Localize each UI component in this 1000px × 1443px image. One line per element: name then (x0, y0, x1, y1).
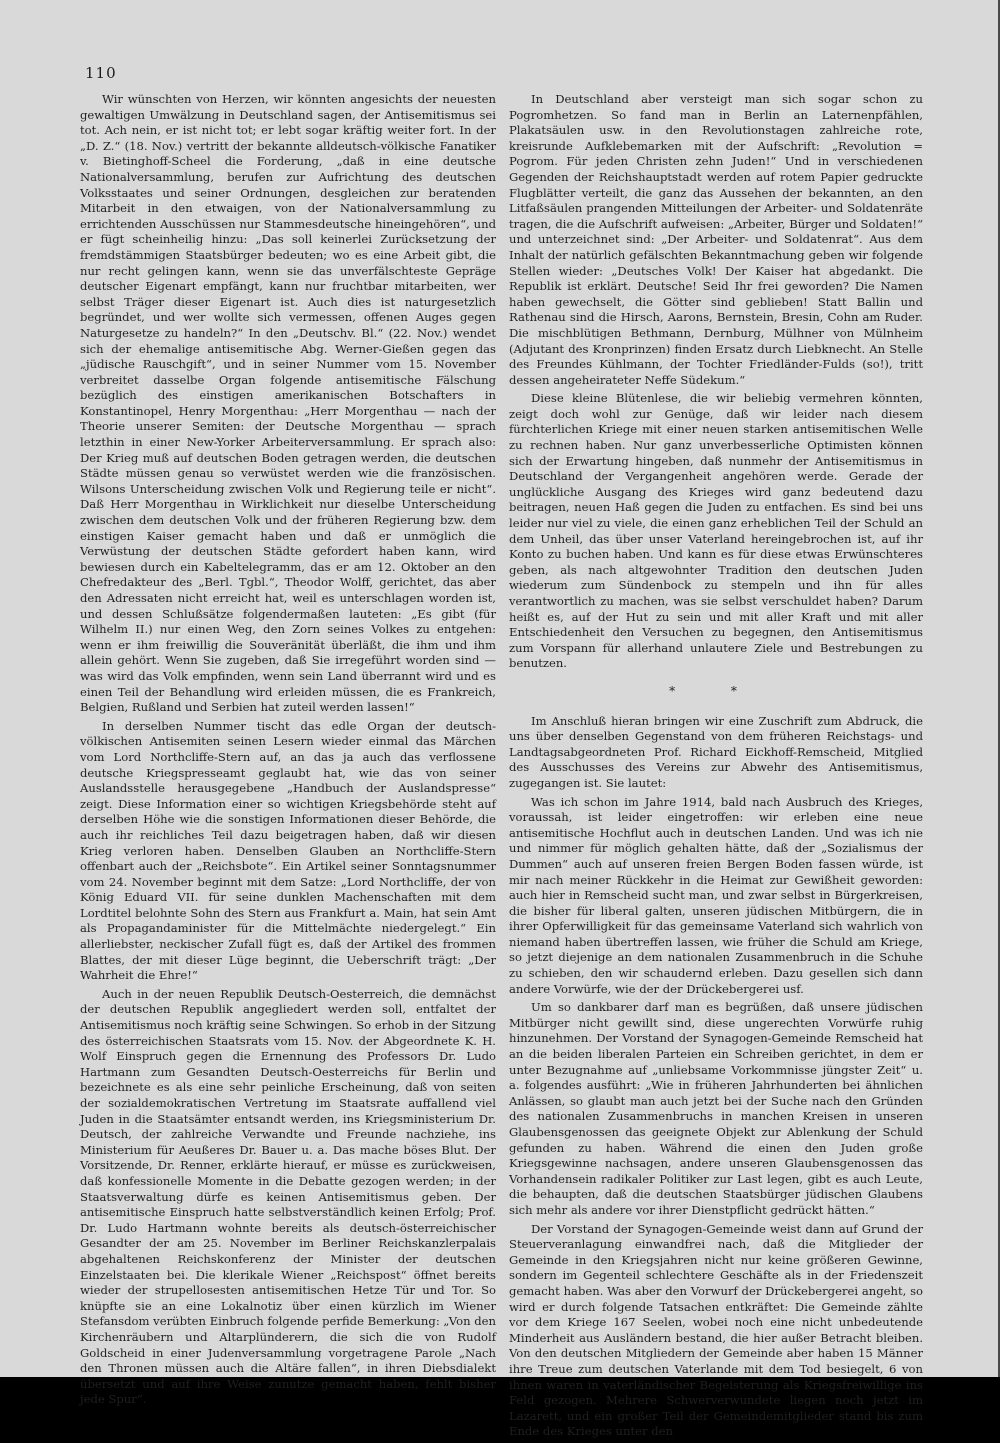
left-paragraph-1: Wir wünschten von Herzen, wir könnten angesichts der neuesten gewaltigen Umwälzung in Deutschland sagen, der Antisemitismus sei tot. Ach nein, er ist nicht tot; er lebt sogar kräftig weiter fort. In der „D. Z.“ (18. Nov.) vertritt der bekannte alldeutsch-völkische Fanatiker v. Bietinghoff-Scheel die Forderung, „daß in eine deutsche Nationalversammlung, berufen zur Aufrichtung des deutschen Volksstaates und seiner Ordnungen, desgleichen zur beratenden Mitarbeit in den etwaigen, von der Nationalversammlung zu errichtenden Ausschüssen nur Stammesdeutsche hineingehören“, und er fügt scheinheilig hinzu: „Das soll keinerlei Zurücksetzung der fremdstämmigen Staatsbürger bedeuten; wo es eine Arbeit gibt, die nur recht gelingen kann, wenn sie das unverfälschteste Gepräge deutscher Eigenart empfängt, kann nur fruchtbar mitarbeiten, wer selbst Träger dieser Eigenart ist. Auch dies ist naturgesetzlich begründet, und wer wollte sich vermessen, offenen Auges gegen Naturgesetze zu handeln?“ In den „Deutschv. Bl.“ (22. Nov.) wendet sich der ehemalige antisemitische Abg. Werner-Gießen gegen das „jüdische Rauschgift“, und in seiner Nummer vom 15. November verbreitet dasselbe Organ folgende antisemitische Fälschung bezüglich des einstigen amerikanischen Botschafters in Konstantinopel, Henry Morgenthau: „Herr Morgenthau — nach der Theorie unserer Semiten: der Deutsche Morgenthau — sprach letzthin in einer New-Yorker Arbeiterversammlung. Er sprach also: Der Krieg muß auf deutschen Boden getragen werden, die deutschen Städte müssen genau so verwüstet werden wie die französischen. Wilsons Unterscheidung zwischen Volk und Regierung teile er nicht“. Daß Herr Morgenthau in Wirklichkeit nur dieselbe Unterscheidung zwischen dem deutschen Volk und der früheren Regierung bzw. dem einstigen Kaiser gemacht haben und daß er unmöglich die Verwüstung der deutschen Städte gefordert haben kann, wird bewiesen durch ein Kabeltelegramm, das er am 12. Oktober an den Chefredakteur des „Berl. Tgbl.“, Theodor Wolff, gerichtet, das aber den Adressaten nicht erreicht hat, weil es unterschlagen worden ist, und dessen Schlußsätze folgendermaßen lauteten: „Es gibt (für Wilhelm II.) nur einen Weg, den Zorn seines Volkes zu entgehen: wenn er ihm freiwillig die Souveränität überläßt, die ihm und ihm allein gehört. Wenn Sie zugeben, daß Sie irregeführt worden sind — was wird das Volk empfinden, wenn sein Land überrannt wird und es einen Teil der Behandlung wird erleiden müssen, die es Frankreich, Belgien, Rußland und Serbien hat zuteil werden lassen!“ (80, 92, 496, 715)
right-paragraph-2: Diese kleine Blütenlese, die wir beliebig vermehren könnten, zeigt doch wohl zur Genüge, daß wir leider nach diesem fürchterlichen Kriege mit einer neuen starken antisemitischen Welle zu rechnen haben. Nur ganz unverbesserliche Optimisten können sich der Erwartung hingeben, daß nunmehr der Antisemitismus in Deutschland der Vergangenheit angehören werde. Gerade der unglückliche Ausgang des Krieges wird ganz bedeutend dazu beitragen, neuen Haß gegen die Juden zu entfachen. Es sind bei uns leider nur viel zu viele, die einen ganz erheblichen Teil der Schuld an dem Unheil, das über unser Vaterland hereingebrochen ist, auf ihr Konto zu buchen haben. Und kann es für diese etwas Erwünschteres geben, als nach altgewohnter Tradition den deutschen Juden wiederum zum Sündenbock zu stempeln und ihn für alles verantwortlich zu machen, was sie selbst verschuldet haben? Darum heißt es, auf der Hut zu sein und mit aller Kraft und mit aller Entschiedenheit den Versuchen zu begegnen, den Antisemitismus zum Vorspann für allerhand unlautere Ziele und Bestrebungen zu benutzen. (509, 391, 923, 671)
left-paragraph-3: Auch in der neuen Republik Deutsch-Oesterreich, die demnächst der deutschen Republik angegliedert werden soll, entfaltet der Antisemitismus noch kräftig seine Schwingen. So erhob in der Sitzung des österreichischen Staatsrats vom 15. Nov. der Abgeordnete K. H. Wolf Einspruch gegen die Ernennung des Professors Dr. Ludo Hartmann zum Gesandten Deutsch-Oesterreichs für Berlin und bezeichnete es als eine sehr peinliche Erscheinung, daß von seiten der sozialdemokratischen Vertretung im Staatsrate auffallend viel Juden in die Staatsämter entsandt werden, ins Kriegsministerium Dr. Deutsch, der zahlreiche Verwandte und Freunde nachziehe, ins Ministerium für Aeußeres Dr. Bauer u. a. Das mache böses Blut. Der Vorsitzende, Dr. Renner, erklärte hierauf, er müsse es zurückweisen, daß konfessionelle Momente in die Debatte gezogen werden; in der Staatsverwaltung dürfe es keinen Antisemitismus geben. Der antisemitische Einspruch hatte selbstverständlich keinen Erfolg; Prof. Dr. Ludo Hartmann wohnte bereits als deutsch-österreichischer Gesandter der am 25. November im Berliner Reichskanzlerpalais abgehaltenen Reichskonferenz der Minister der deutschen Einzelstaaten bei. Die klerikale Wiener „Reichspost“ öffnet bereits wieder der strupellosesten antisemitischen Hetze Tür und Tor. So knüpfte sie an eine Lokalnotiz über einen kürzlich im Wiener Stefansdom verübten Einbruch folgende perfide Bemerkung: „Von den Kirchenräubern und Altarplünderern, die sich die von Rudolf Goldscheid in einer Judenversammlung vorgetragene Parole „Nach den Thronen müssen auch die Altäre fallen“, in ihren Diebsdialekt übersetzt und auf ihre Weise zunutze gemacht haben, fehlt bisher jede Spur“. (80, 986, 496, 1407)
right-paragraph-6: Der Vorstand der Synagogen-Gemeinde weist dann auf Grund der Steuerveranlagung einwandfrei nach, daß die Mitglieder der Gemeinde in den Kriegsjahren nicht nur keine größeren Gewinne, sondern im Gegenteil schlechtere Geschäfte als in der Friedenszeit gemacht haben. Was aber den Vorwurf der Drückebergerei angeht, so wird er durch folgende Tatsachen entkräftet: Die Gemeinde zählte vor dem Kriege 167 Seelen, wobei noch eine nicht unbedeutende Minderheit aus Ausländern bestand, die hier außer Betracht bleiben. Von den deutschen Mitgliedern der Gemeinde aber haben 15 Männer ihre Treue zum deutschen Vaterlande mit dem Tod besiegelt, 6 von ihnen waren in vaterländischer Begeisterung als Kriegsfreiwillige ins Feld gezogen. Mehrere Schwerverwundete liegen noch jetzt im Lazarett, und ein großer Teil der Gemeindemitglieder stand bis zum Ende des Krieges unter den (509, 1221, 923, 1439)
left-paragraph-2: In derselben Nummer tischt das edle Organ der deutsch-völkischen Antisemiten seinen Lesern wieder einmal das Märchen vom Lord Northcliffe-Stern auf, an das ja auch das verflossene deutsche Kriegspresseamt geglaubt hat, wie das von seiner Auslandsstelle herausgegebene „Handbuch der Auslandspresse“ zeigt. Diese Information einer so wichtigen Kriegsbehörde steht auf derselben Höhe wie die sonstigen Informationen dieser Behörde, die auch ihr reichliches Teil dazu beigetragen haben, daß wir diesen Krieg verloren haben. Denselben Glauben an Northcliffe-Stern offenbart auch der „Reichsbote“. Ein Artikel seiner Sonntagsnummer vom 24. November beginnt mit dem Satze: „Lord Northcliffe, der von König Eduard VII. für seine dunklen Machenschaften mit dem Lordtitel belohnte Sohn des Stern aus Frankfurt a. Main, hat sein Amt als Propagandaminister für die Mittelmächte niedergelegt.“ Ein allerliebster, neckischer Zufall fügt es, daß der Artikel des frommen Blattes, der mit dieser Lüge beginnt, die Ueberschrift trägt: „Der Wahrheit die Ehre!“ (80, 718, 496, 983)
section-divider: * * (669, 683, 763, 698)
page-number: 110 (85, 64, 117, 82)
right-column (509, 92, 923, 1443)
right-paragraph-5: Um so dankbarer darf man es begrüßen, daß unsere jüdischen Mitbürger nicht gewillt sind, diese ungerechten Vorwürfe ruhig hinzunehmen. Der Vorstand der Synagogen-Gemeinde Remscheid hat an die beiden liberalen Parteien ein Schreiben gerichtet, in dem er unter Bezugnahme auf „unliebsame Vorkommnisse jüngster Zeit“ u. a. folgendes ausführt: „Wie in früheren Jahrhunderten bei ähnlichen Anlässen, so glaubt man auch jetzt bei der Suche nach den Gründen des nationalen Zusammenbruchs in manchen Kreisen in unseren Glaubensgenossen das geeignete Objekt zur Ablenkung der Schuld gefunden zu haben. Während die einen den Juden große Kriegsgewinne nachsagen, andere unseren Glaubensgenossen das Vorhandensein radikaler Politiker zur Last legen, gibt es auch Leute, die behaupten, daß die deutschen Staatsbürger jüdischen Glaubens sich mehr als andere vor ihrer Dienstpflicht gedrückt hätten.“ (509, 1000, 923, 1217)
right-paragraph-3: Im Anschluß hieran bringen wir eine Zuschrift zum Abdruck, die uns über denselben Gegenstand von dem früheren Reichstags- und Landtagsabgeordneten Prof. Richard Eickhoff-Remscheid, Mitglied des Ausschusses des Vereins zur Abwehr des Antisemitismus, zugegangen ist. Sie lautet: (509, 713, 923, 790)
left-column (80, 92, 496, 1411)
right-paragraph-1: In Deutschland aber versteigt man sich sogar schon zu Pogromhetzen. So fand man in Berlin an Laternenpfählen, Plakatsäulen usw. in den Revolutionstagen zahlreiche rote, kreisrunde Aufklebemarken mit der Aufschrift: „Revolution = Pogrom. Für jeden Christen zehn Juden!“ Und in verschiedenen Gegenden der Reichshauptstadt werden auf rotem Papier gedruckte Flugblätter verteilt, die ganz das Aussehen der bekannten, an den Litfaßsäulen prangenden Mitteilungen der Arbeiter- und Soldatenräte tragen, die die Aufschrift aufweisen: „Arbeiter, Bürger und Soldaten!“ und unterzeichnet sind: „Der Arbeiter- und Soldatenrat“. Aus dem Inhalt der natürlich gefälschten Bekanntmachung geben wir folgende Stellen wieder: „Deutsches Volk! Der Kaiser hat abgedankt. Die Republik ist erklärt. Deutsche! Seid Ihr frei geworden? Die Namen haben gewechselt, die Götter sind geblieben! Statt Ballin und Rathenau sind die Hirsch, Aarons, Bernstein, Bresin, Cohn am Ruder. Die mischblütigen Bethmann, Dernburg, Mülhner von Mülnheim (Adjutant des Kronprinzen) finden Ersatz durch Liebknecht. An Stelle des Freundes Kühlmann, der Tochter Friedländer-Fulds (so!), tritt dessen angeheirateter Neffe Südekum.“ (509, 92, 923, 387)
right-paragraph-4: Was ich schon im Jahre 1914, bald nach Ausbruch des Krieges, voraussah, ist leider eingetroffen: wir erleben eine neue antisemitische Hochflut auch in deutschen Landen. Und was ich nie und nimmer für möglich gehalten hätte, daß der „Sozialismus der Dummen“ auch auf unseren freien Bergen Boden fassen würde, ist mir nach meiner Rückkehr in die Heimat zur Gewißheit geworden: auch hier in Remscheid sucht man, und zwar selbst in Bürgerkreisen, die bisher für liberal galten, unseren jüdischen Mitbürgern, die in ihrer Opferwilligkeit für das gemeinsame Vaterland sich wahrlich von niemand haben übertreffen lassen, wie früher die Schuld am Kriege, so jetzt diejenige an dem nationalen Zusammenbruch in die Schuhe zu schieben, den wir schaudernd erleben. Dazu gesellen sich dann andere Vorwürfe, wie der der Drückebergerei usf. (509, 794, 923, 996)
